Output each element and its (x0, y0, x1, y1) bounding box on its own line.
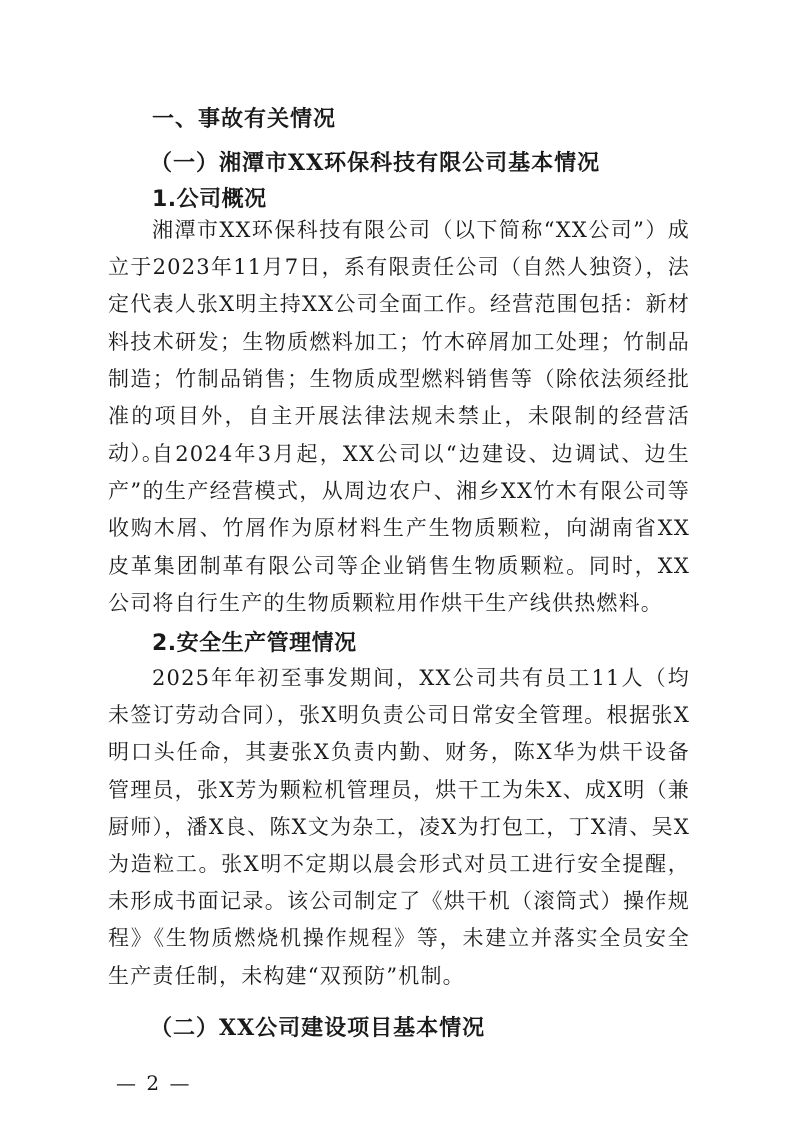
overview-heading: 1.公司概况 (152, 187, 267, 212)
overview-paragraph-1: 湘潭市XX环保科技有限公司（以下简称“XX公司”）成立于2023年11月7日，系有限责任公司（自然人独资），法定代表人张X明主持XX公司全面工作。经营范围包括：新材料技术研发；生物质燃料加工；竹木碎屑加工处理；竹制品制造；竹制品销售；生物质成型燃料销售等（除依法须经批准的项目外，自主开展法律法规未禁止，未限制的经营活动）。 (108, 218, 690, 466)
section-heading: 一、事故有关情况 (152, 107, 337, 132)
overview-paragraph-2: 自2024年3月起，XX公司以“边建设、边调试、边生产”的生产经营模式，从周边农户、湘乡XX竹木有限公司等收购木屑、竹屑作为原材料生产生物质颗粒，向湖南省XX皮革集团制革有限公司等企业销售生物质颗粒。同时，XX公司将自行生产的生物质颗粒用作烘干生产线供热燃料。 (108, 442, 690, 615)
safety-heading: 2.安全生产管理情况 (152, 631, 357, 656)
company-heading: （一）湘潭市XX环保科技有限公司基本情况 (150, 150, 601, 176)
project-heading: （二）XX公司建设项目基本情况 (150, 1015, 486, 1041)
page-number: — 2 — (116, 1071, 192, 1095)
safety-paragraph: 2025年年初至事发期间，XX公司共有员工11人（均未签订劳动合同），张X明负责公司日常安全管理。根据张X明口头任命，其妻张X负责内勤、财务，陈X华为烘干设备管理员，张X芳为颗粒机管理员，烘干工为朱X、成X明（兼厨师），潘X良、陈X文为杂工，凌X为打包工，丁X清、吴X为造粒工。张X明不定期以晨会形式对员工进行安全提醒，未形成书面记录。该公司制定了《烘干机（滚筒式）操作规程》《生物质燃烧机操作规程》等，未建立并落实全员安全生产责任制，未构建“双预防”机制。 (108, 666, 690, 988)
